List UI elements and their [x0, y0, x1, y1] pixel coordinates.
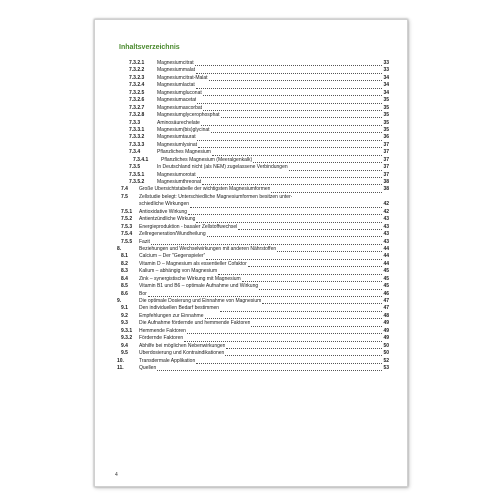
toc-entry-title: Kalium – abhängig von Magnesium — [139, 268, 218, 275]
toc-entry-title: Magnesiumlactat — [157, 82, 195, 89]
toc-entry-page: 35 — [383, 112, 389, 119]
toc-entry-title: Magnesiumcitrat-Malat — [157, 74, 208, 81]
toc-entry-page: 52 — [383, 357, 389, 364]
toc-entry-title: Große Übersichtstabelle der wichtigsten Magnesiumformen — [139, 186, 271, 193]
toc-entry-page: 37 — [383, 149, 389, 156]
toc-entry-number: 7.3.5.2 — [129, 179, 145, 185]
toc-entry-number: 7.5.5 — [121, 238, 133, 245]
toc-entry-number: 7.5.4 — [121, 231, 133, 238]
toc-entry-page: 35 — [383, 104, 389, 111]
toc-entry-title: Die optimale Dosierung und Einnahme von Magnesium — [139, 298, 262, 304]
toc-entry-title: Transdermale Applikation — [139, 357, 196, 364]
toc-entry-number: 9.2 — [121, 312, 128, 319]
toc-entry-title: Pflanzliches Magnesium (Meeralgenkalk) — [161, 156, 253, 163]
toc-entry-title: Pflanzliches Magnesium — [157, 149, 211, 156]
toc-entry-page: 49 — [383, 320, 389, 327]
toc-entry-page: 35 — [383, 119, 389, 126]
dot-leader — [271, 185, 382, 193]
toc-entry-number: 7.5.1 — [121, 208, 133, 215]
toc-entry-title: Magnesiumglycerophosphat — [157, 112, 220, 119]
toc-entry-page: 34 — [383, 74, 389, 81]
toc-entry-page: 47 — [383, 305, 389, 312]
toc-entry-number: 9.5 — [121, 350, 128, 357]
toc-entry-page: 53 — [383, 364, 389, 371]
toc-entry-page: 45 — [383, 275, 389, 282]
toc-entry-number: 9.3 — [121, 320, 128, 327]
toc-entry-number: 7.3.2.2 — [129, 67, 145, 74]
toc-entry-title: Vitamin D – Magnesium als essentieller Cofaktor — [139, 260, 247, 267]
toc-entry-number: 9.1 — [121, 305, 128, 312]
toc-entry-number: 7.3.2.6 — [129, 97, 145, 104]
toc-entry-page: 38 — [383, 179, 389, 185]
toc-entry-page: 42 — [383, 201, 389, 208]
toc-entry-page: 49 — [383, 327, 389, 334]
toc-entry-page: 37 — [383, 164, 389, 171]
toc-entry-title: Hemmende Faktoren — [139, 327, 186, 334]
toc-entry-number: 7.3.5 — [129, 164, 141, 171]
toc-entry-title: Quellen — [139, 364, 157, 371]
toc-entry-title: Zellstudie belegt: Unterschiedliche Magnesiumformen besitzen unter- — [139, 193, 293, 200]
toc-entry-title: Den individuellen Bedarf bestimmen — [139, 305, 220, 312]
toc-entry-page: 46 — [383, 290, 389, 297]
toc-entry-number: 8.2 — [121, 260, 128, 267]
toc-entry-page: 49 — [383, 335, 389, 342]
toc-entry-title: Magnesiumcitrat — [157, 60, 194, 66]
toc-entry-number: 7.3.2.3 — [129, 74, 145, 81]
toc-entry-number: 7.5.3 — [121, 223, 133, 230]
toc-entry-page: 36 — [383, 134, 389, 141]
toc-entry-title: Magnesium(bis)glycinat — [157, 126, 210, 133]
toc-entry-number: 7.5.2 — [121, 216, 133, 223]
toc-entry-title: Überdosierung und Kontraindikationen — [139, 350, 225, 357]
toc-entry-title: Fazit — [139, 238, 150, 245]
toc-entry-page: 38 — [383, 186, 389, 193]
toc-entry-number: 7.5 — [121, 193, 128, 200]
toc-entry-page: 47 — [383, 298, 389, 304]
toc-entry-title: Magnesiumtaurat — [157, 134, 196, 141]
toc-entry-title: Magnesiummalat — [157, 67, 196, 74]
toc-entry-number: 8. — [117, 245, 122, 252]
toc-entry-page: 44 — [383, 245, 389, 252]
toc-entry-number: 7.3.2.5 — [129, 89, 145, 96]
toc-entry-title: Magnesiumgluconat — [157, 89, 202, 96]
toc-entry-number: 7.3.4 — [129, 149, 141, 156]
toc-entry-title: In Deutschland nicht (als NEM) zugelassene Verbindungen — [157, 164, 288, 171]
toc-entry-page: 43 — [383, 238, 389, 245]
toc-entry-number: 8.1 — [121, 253, 128, 260]
toc-entry[interactable] — [117, 186, 389, 193]
toc-entry-page: 42 — [383, 208, 389, 215]
toc-entry-title: Magnesiumorotat — [157, 171, 196, 178]
toc-entry-title: Zellregeneration/Wundheilung — [139, 231, 206, 238]
toc-entry-number: 7.3.4.1 — [133, 156, 149, 163]
toc-entry-page: 35 — [383, 97, 389, 104]
toc-entry-title: Magnesiumlysinat — [157, 141, 198, 148]
toc-entry-number: 9.4 — [121, 342, 128, 349]
toc-entry-title: Fördernde Faktoren — [139, 335, 184, 342]
dot-leader — [157, 363, 382, 371]
toc-entry-number: 8.6 — [121, 290, 128, 297]
toc-entry-title: Energieproduktion - basaler Zellstoffwechsel — [139, 223, 238, 230]
toc-entry-page: 33 — [383, 67, 389, 74]
toc-entry-number: 7.3.3.2 — [129, 134, 145, 141]
toc-entry-number: 7.3.2.1 — [129, 60, 145, 66]
toc-entry-page: 37 — [383, 156, 389, 163]
toc-entry-title: Calcium – Der "Gegenspieler" — [139, 253, 206, 260]
toc-entry-page: 45 — [383, 268, 389, 275]
toc-entry-page: 34 — [383, 82, 389, 89]
toc-entry-number: 9.3.1 — [121, 327, 133, 334]
toc-entry-title: Magnesiumthreonat — [157, 179, 202, 185]
page-number: 4 — [115, 472, 118, 478]
toc-entry-page: 43 — [383, 223, 389, 230]
toc-entry-page: 45 — [383, 283, 389, 290]
toc-entry-page: 33 — [383, 60, 389, 66]
document-page — [94, 19, 408, 487]
toc-entry[interactable] — [117, 365, 389, 372]
toc-entry-number: 11. — [117, 364, 124, 371]
toc-entry-title: Vitamin B1 und B6 – optimale Aufnahme und Wirkung — [139, 283, 259, 290]
toc-entry-number: 7.3.5.1 — [129, 171, 145, 178]
toc-entry-title: Empfehlungen zur Einnahme — [139, 312, 204, 319]
toc-entry-number: 7.3.3.3 — [129, 141, 145, 148]
toc-entry-title: Abhilfe bei möglichen Nebenwirkungen — [139, 342, 226, 349]
toc-entry-number: 10. — [117, 357, 124, 364]
toc-entry-title: Antientzündliche Wirkung — [139, 216, 196, 223]
toc-entry-title: Aminosäurechelate — [157, 119, 200, 126]
toc-entry-page: 37 — [383, 171, 389, 178]
toc-entry-number: 7.3.2.4 — [129, 82, 145, 89]
toc-entry-number: 7.3.2.7 — [129, 104, 145, 111]
toc-entry-title: Antioxidative Wirkung — [139, 208, 188, 215]
toc-entry-title: Magnesiumacetat — [157, 97, 197, 104]
toc-entry-title: schiedliche Wirkungen — [139, 201, 190, 208]
toc-entry-title: Beziehungen und Wechselwirkungen mit anderen Nährstoffen — [139, 245, 277, 252]
toc-entry-number: 8.3 — [121, 268, 128, 275]
toc-entry-page: 43 — [383, 231, 389, 238]
toc-entry-number: 7.4 — [121, 186, 128, 193]
toc-entry-title: Zink – synergistische Wirkung mit Magnesium — [139, 275, 241, 282]
toc-entry-page: 44 — [383, 260, 389, 267]
toc-entry-number: 7.3.3.1 — [129, 126, 145, 133]
toc-entry-number: 7.3.3 — [129, 119, 141, 126]
toc-entry-page: 43 — [383, 216, 389, 223]
toc-entry-number: 8.4 — [121, 275, 128, 282]
toc-entry-title: Die Aufnahme fördernde und hemmende Faktoren — [139, 320, 251, 327]
toc-entry-title: Bor — [139, 290, 147, 297]
toc-entry-number: 7.3.2.8 — [129, 112, 145, 119]
toc-heading: Inhaltsverzeichnis — [119, 44, 180, 51]
toc-entry-title: Magnesiumascorbat — [157, 104, 203, 111]
toc-entry-page: 48 — [383, 312, 389, 319]
toc-entry-number: 9.3.2 — [121, 335, 133, 342]
toc-entry-number: 8.5 — [121, 283, 128, 290]
toc-entry-number: 9. — [117, 298, 122, 304]
toc-list — [117, 60, 389, 372]
toc-entry-page: 50 — [383, 342, 389, 349]
toc-entry-page: 50 — [383, 350, 389, 357]
toc-entry-page: 44 — [383, 253, 389, 260]
toc-entry-page: 37 — [383, 141, 389, 148]
toc-entry-page: 34 — [383, 89, 389, 96]
toc-entry-page: 35 — [383, 126, 389, 133]
